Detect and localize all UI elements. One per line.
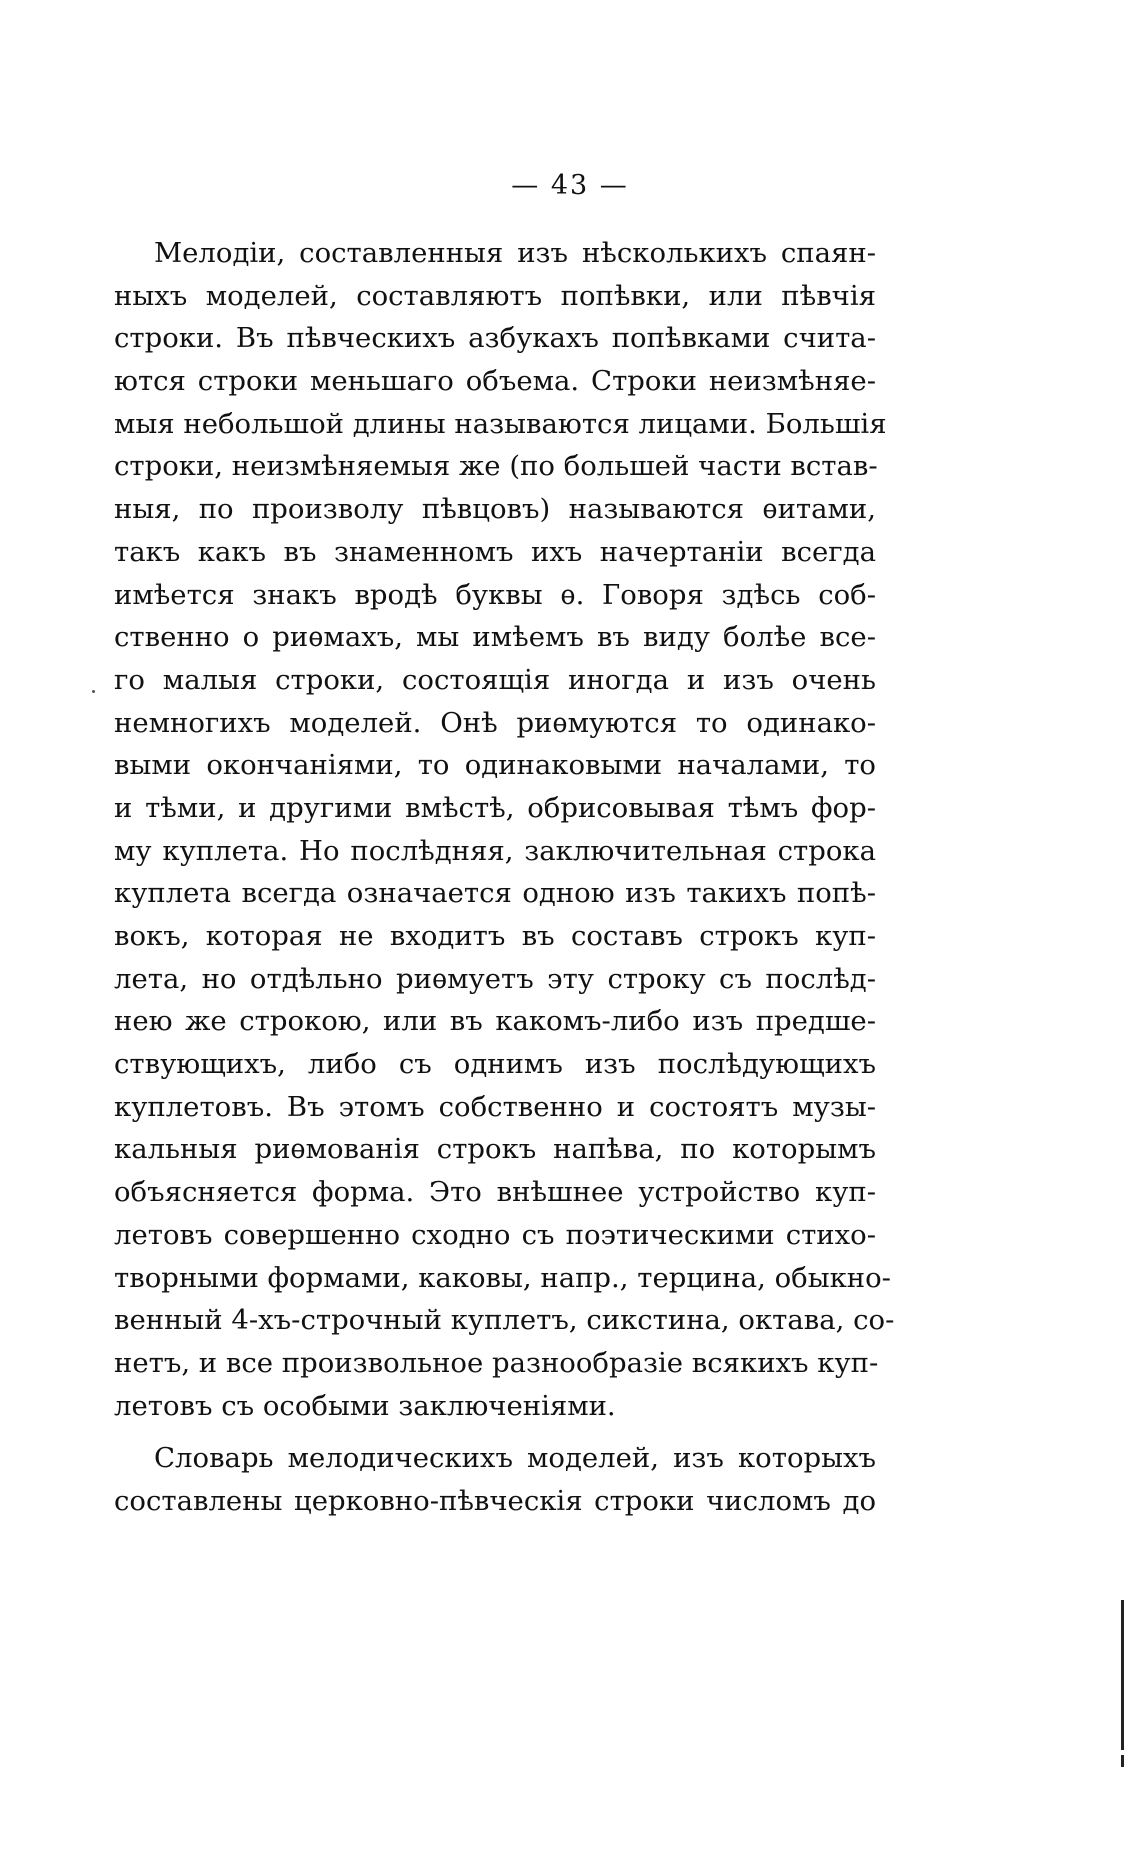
text-line: ствующихъ, либо съ однимъ изъ послѣдующихъ — [114, 1048, 876, 1081]
text-line: Мелодіи, составленныя изъ нѣсколькихъ спаян- — [154, 237, 876, 269]
scan-edge-mark — [1121, 1755, 1124, 1767]
text-line: творными формами, каковы, напр., терцина, обыкно- — [114, 1261, 891, 1294]
text-line: венный 4-хъ-строчный куплетъ, сикстина, октава, со- — [114, 1304, 895, 1337]
text-line: куплета всегда означается одною изъ такихъ попѣ- — [114, 877, 876, 910]
text-line: строки, неизмѣняемыя же (по большей части встав- — [114, 450, 878, 483]
text-line: ственно о риѳмахъ, мы имѣемъ въ виду болѣе все- — [114, 621, 876, 654]
text-line: летовъ совершенно сходно съ поэтическими стихо- — [114, 1218, 876, 1251]
text-line: ныя, по произволу пѣвцовъ) называются ѳитами, — [114, 493, 876, 526]
text-line: ныхъ моделей, составляютъ попѣвки, или пѣвчія — [114, 279, 876, 312]
text-line: выми окончаніями, то одинаковыми началами, то — [114, 749, 876, 782]
text-line: летовъ съ особыми заключеніями. — [114, 1389, 616, 1422]
text-line: объясняется форма. Это внѣшнее устройство куп- — [114, 1176, 876, 1209]
text-line: Словарь мелодическихъ моделей, изъ которыхъ — [154, 1442, 876, 1475]
text-line: му куплета. Но послѣдняя, заключительная строка — [114, 834, 876, 867]
text-line: ются строки меньшаго объема. Строки неизмѣняе- — [114, 365, 876, 398]
text-line: составлены церковно-пѣвческія строки числомъ до — [114, 1484, 876, 1517]
text-line: нею же строкою, или въ какомъ-либо изъ предше- — [114, 1005, 876, 1038]
text-line: имѣется знакъ вродѣ буквы ѳ. Говоря здѣсь соб- — [114, 578, 876, 611]
text-line: такъ какъ въ знаменномъ ихъ начертаніи всегда — [114, 535, 876, 568]
text-line: и тѣми, и другими вмѣстѣ, обрисовывая тѣмъ фор- — [114, 791, 876, 824]
paragraph-1 — [114, 232, 895, 1427]
scan-speck — [92, 690, 95, 693]
text-line: мыя небольшой длины называются лицами. Большія — [114, 407, 887, 440]
text-line: нетъ, и все произвольное разнообразіе всякихъ куп- — [114, 1346, 879, 1379]
text-line: кальныя риѳмованія строкъ напѣва, по которымъ — [114, 1133, 876, 1166]
text-line: немногихъ моделей. Онѣ риѳмуются то одинако- — [114, 706, 876, 739]
text-line: го малыя строки, состоящія иногда и изъ очень — [114, 663, 876, 696]
paragraph-2 — [114, 1437, 876, 1522]
text-line: лета, но отдѣльно риѳмуетъ эту строку съ послѣд- — [114, 962, 876, 995]
text-line: строки. Въ пѣвческихъ азбукахъ попѣвками счита- — [114, 322, 876, 355]
page-number: — 43 — — [511, 170, 629, 201]
text-line: вокъ, которая не входитъ въ составъ строкъ куп- — [114, 920, 876, 952]
scan-edge-mark — [1121, 1600, 1124, 1750]
body-text — [114, 232, 895, 1523]
paragraph-gap — [114, 1427, 876, 1437]
text-line: куплетовъ. Въ этомъ собственно и состоятъ музы- — [114, 1090, 876, 1123]
